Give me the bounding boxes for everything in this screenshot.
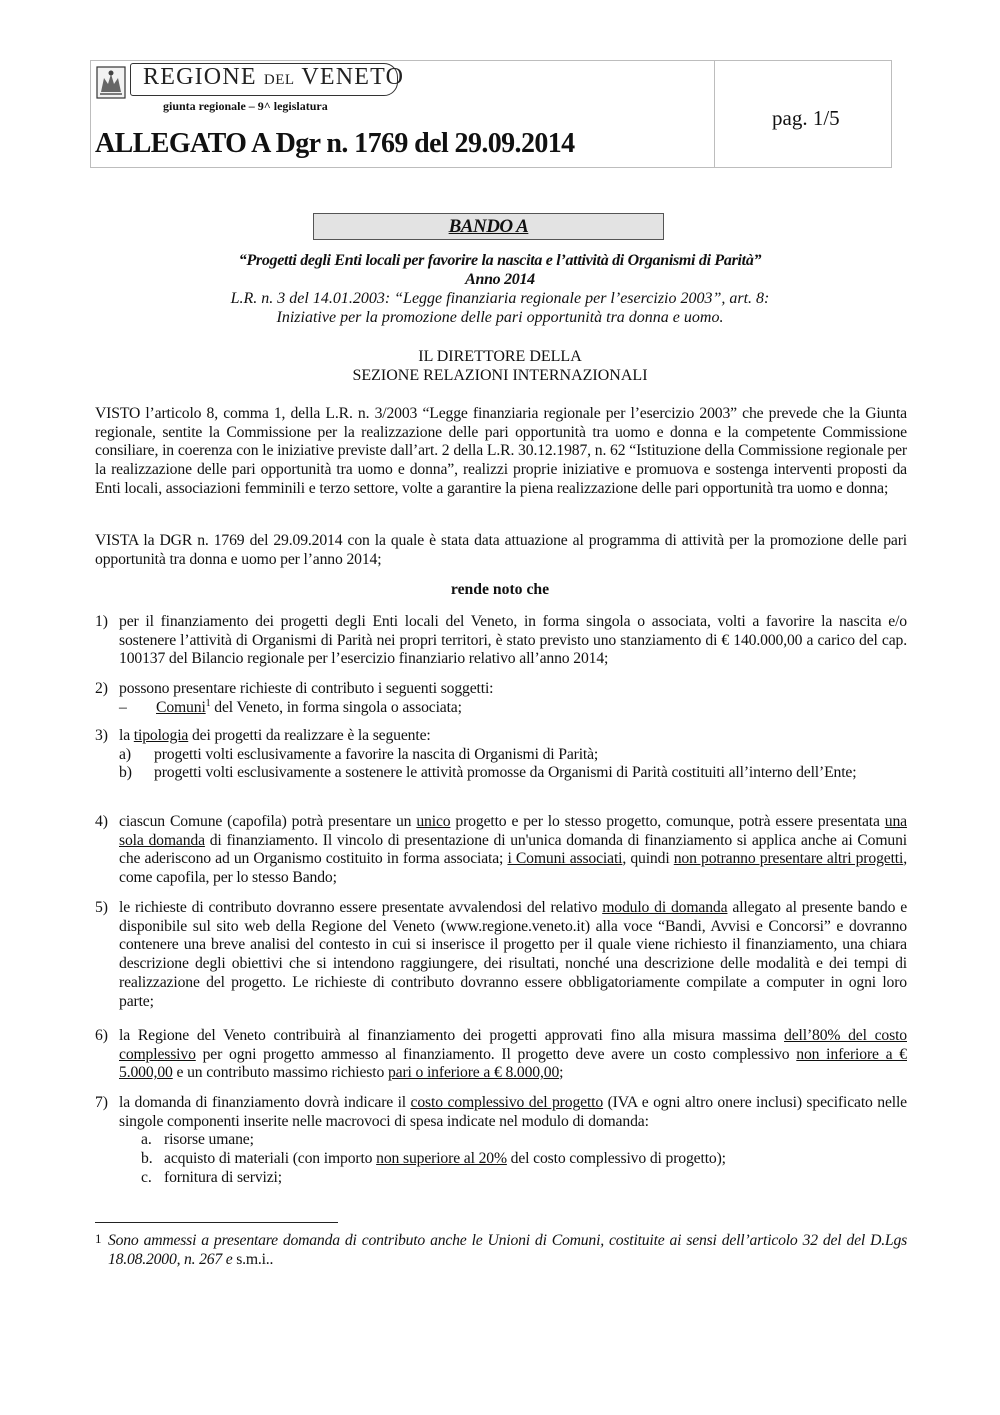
sub-item: c. fornitura di servizi;	[141, 1168, 282, 1186]
dash-bullet: –	[119, 698, 127, 716]
header-divider	[714, 60, 715, 168]
item-number: 7)	[95, 1094, 108, 1111]
list-item	[95, 813, 907, 888]
footnote-separator	[95, 1222, 338, 1223]
legislature-subtitle: giunta regionale – 9^ legislatura	[163, 99, 328, 113]
list-item	[95, 727, 907, 783]
footnote-text: Sono ammessi a presentare domanda di contributo anche le Unioni di Comuni, costituite ai sensi dell’articolo 32 del del D.Lgs 18.08.2000, n. 267 e s.m.i..	[108, 1232, 907, 1268]
item-number: 5)	[95, 899, 108, 916]
item-text: le richieste di contributo dovranno essere presentate avvalendosi del relativo modulo di domanda allegato al presente bando e disponibile sul sito web della Regione del Veneto (www.regione.veneto.it) alla voce “Bandi, Avvisi e Concorsi” e dovranno contenere una breve analisi del contesto in cui si inserisce il progetto per il quale viene richiesto il finanziamento, una chiara descrizione degli obiettivi che si intendono raggiungere, dei risultati, nonché una descrizione delle modalità e dei tempi di realizzazione del progetto. Le richieste di contributo dovranno essere obbligatoriamente compilate a computer in ogni loro parte;	[119, 899, 908, 1010]
item-text: la Regione del Veneto contribuirà al finanziamento dei progetti approvati fino alla misura massima dell’80% del costo complessivo per ogni progetto ammesso al finanziamento. Il progetto deve avere un costo complessivo non inferiore a € 5.000,00 e un contributo massimo richiesto pari o inferiore a € 8.000,00;	[119, 1027, 907, 1082]
footnote	[95, 1232, 907, 1269]
vista-paragraph: VISTA la DGR n. 1769 del 29.09.2014 con la quale è stata data attuazione al programma di attività per la promozione delle pari opportunità tra donna e uomo per l’anno 2014;	[95, 532, 907, 568]
item-text: la domanda di finanziamento dovrà indicare il costo complessivo del progetto (IVA e ogni altro onere inclusi) specificato nelle singole componenti inserite nelle macrovoci di spesa indicate nel modulo di domanda:	[119, 1094, 907, 1130]
sub-item: b. acquisto di materiali (con importo non superiore al 20% del costo complessivo di progetto);	[141, 1150, 726, 1168]
page-number: pag. 1/5	[772, 106, 840, 130]
item-number: 3)	[95, 727, 108, 744]
list-item	[95, 613, 907, 669]
logo-text: REGIONE DEL VENETO	[143, 64, 405, 90]
item-number: 2)	[95, 680, 108, 697]
item-number: 4)	[95, 813, 108, 830]
law-reference-title: Iniziative per la promozione delle pari opportunità tra donna e uomo.	[276, 309, 724, 326]
bando-title: BANDO A	[448, 216, 529, 237]
allegato-title: ALLEGATO A Dgr n. 1769 del 29.09.2014	[95, 128, 575, 159]
bando-subtitle: “Progetti degli Enti locali per favorire la nascita e l’attività di Organismi di Parità”	[238, 252, 762, 269]
item-text: ciascun Comune (capofila) potrà presentare un unico progetto e per lo stesso progetto, comunque, potrà essere presentata una sola domanda di finanziamento. Il vincolo di presentazione di un'unica domanda di finanziamento si applica anche ai Comuni che aderiscono ad un Organismo costituito in forma associata; i Comuni associati, quindi non potranno presentare altri progetti, come capofila, per lo stesso Bando;	[119, 813, 907, 887]
rende-noto-heading: rende noto che	[450, 581, 550, 598]
item-text: la tipologia dei progetti da realizzare è la seguente:	[119, 727, 431, 744]
visto-paragraph: VISTO l’articolo 8, comma 1, della L.R. n. 3/2003 “Legge finanziaria regionale per l’esercizio 2003” che prevede che la Giunta regionale, sentite la Commissione per la realizzazione delle pari opportunità tra uomo e donna e la competente Commissione consiliare, in coerenza con le iniziative previste dall’art. 2 della L.R. 30.12.1987, n. 62 “Istituzione della Commissione regionale per la realizzazione delle pari opportunità tra uomo e donna”, realizzi proprie iniziative e promuova e sostenga interventi proposti da Enti locali, associazioni femminili e terzo settore, volte a garantire la piena realizzazione delle pari opportunità tra uomo e donna;	[95, 405, 907, 497]
item-number: 1)	[95, 613, 108, 630]
sub-item: a. risorse umane;	[141, 1131, 254, 1149]
list-item	[95, 1027, 907, 1083]
sub-item: a) progetti volti esclusivamente a favorire la nascita di Organismi di Parità;	[119, 745, 599, 763]
director-line-2: SEZIONE RELAZIONI INTERNAZIONALI	[352, 367, 648, 384]
list-item	[95, 680, 907, 717]
regione-veneto-emblem-icon	[96, 66, 126, 99]
director-line-1: IL DIRETTORE DELLA	[418, 348, 582, 365]
item-text: per il finanziamento dei progetti degli Enti locali del Veneto, in forma singola o associata, volti a favorire la nascita e/o sostenere l’attività di Organismi di Parità nei propri territori, è stato previsto uno stanziamento di € 140.000,00 a carico del cap. 100137 del Bilancio regionale per l’esercizio finanziario relativo all’anno 2014;	[119, 613, 907, 668]
footnote-ref: 1	[205, 697, 211, 709]
bando-year: Anno 2014	[465, 271, 535, 288]
item-number: 6)	[95, 1027, 108, 1044]
list-item	[95, 1094, 907, 1188]
law-reference: L.R. n. 3 del 14.01.2003: “Legge finanziaria regionale per l’esercizio 2003”, art. 8:	[230, 290, 770, 307]
sub-item: – Comuni$^1$ del Veneto, in forma singola o associata;	[119, 697, 462, 716]
list-item	[95, 899, 907, 1011]
comuni-underlined: Comuni	[156, 698, 206, 716]
sub-item: b) progetti volti esclusivamente a sostenere le attività promosse da Organismi di Parità costituiti all’interno dell’Ente;	[119, 764, 857, 782]
bando-title-box	[313, 213, 664, 240]
item-text: possono presentare richieste di contributo i seguenti soggetti:	[119, 680, 494, 697]
footnote-number: 1	[95, 1231, 102, 1246]
